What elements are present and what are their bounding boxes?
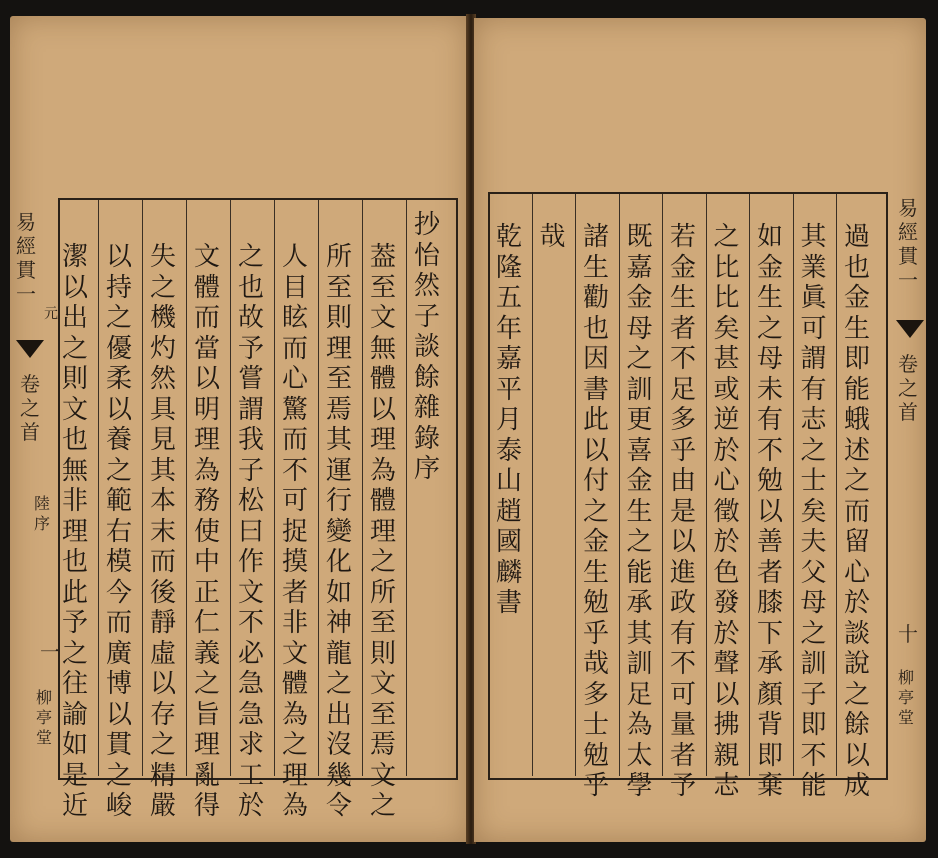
- right-fish-tail-ornament: [896, 320, 924, 338]
- left-text-column: 所 至 則 理 至 焉 其 運 行 變 化 如 神 龍 之 出 沒 幾 令: [325, 242, 352, 821]
- column-rule: [318, 200, 319, 776]
- column-rule: [362, 200, 363, 776]
- signature: 乾 隆 五 年 嘉 平 月 泰 山 趙 國 麟 書: [495, 222, 522, 618]
- column-rule: [230, 200, 231, 776]
- column-rule: [619, 194, 620, 776]
- right-text-column: 哉: [539, 222, 566, 252]
- left-text-column: 之 也 故 予 嘗 謂 我 子 松 曰 作 文 不 必 急 急 求 工 於: [237, 242, 264, 821]
- right-page-number: 十: [898, 622, 918, 646]
- left-text-column: 文 體 而 當 以 明 理 為 務 使 中 正 仁 義 之 旨 理 亂 得: [193, 242, 220, 821]
- right-margin-header: 易 經 貫 一: [898, 196, 918, 292]
- column-rule: [706, 194, 707, 776]
- column-rule: [836, 194, 837, 776]
- column-rule: [532, 194, 533, 776]
- left-hall-name: 柳 亭 堂: [36, 688, 53, 747]
- column-rule: [793, 194, 794, 776]
- left-title: 抄 怡 然 子 談 餘 雜 錄 序: [413, 210, 440, 484]
- right-text-column: 若 金 生 者 不 足 多 乎 由 是 以 進 政 有 不 可 量 者 予: [669, 222, 696, 801]
- column-rule: [142, 200, 143, 776]
- left-text-column: 潔 以 出 之 則 文 也 無 非 理 也 此 予 之 往 諭 如 是 近: [61, 242, 88, 821]
- column-rule: [406, 200, 407, 776]
- left-section-label: 陸 序: [34, 494, 51, 533]
- right-hall-name: 柳 亭 堂: [898, 668, 915, 727]
- right-text-column: 既 嘉 金 母 之 訓 更 喜 金 生 之 能 承 其 訓 足 為 太 學: [626, 222, 653, 801]
- left-text-column: 失 之 機 灼 然 具 見 其 本 末 而 後 靜 虛 以 存 之 精 嚴: [149, 242, 176, 821]
- right-text-column: 之 比 比 矣 甚 或 逆 於 心 徵 於 色 發 於 聲 以 拂 親 志: [713, 222, 740, 801]
- column-rule: [749, 194, 750, 776]
- right-text-column: 諸 生 勸 也 因 書 此 以 付 之 金 生 勉 乎 哉 多 士 勉 乎: [582, 222, 609, 801]
- right-text-column: 如 金 生 之 母 未 有 不 勉 以 善 者 膝 下 承 顏 背 即 棄: [756, 222, 783, 801]
- column-rule: [575, 194, 576, 776]
- right-text-column: 其 業 眞 可 謂 有 志 之 士 矣 夫 父 母 之 訓 子 即 不 能: [800, 222, 827, 801]
- right-volume-label: 卷 之 首: [898, 352, 918, 424]
- column-rule: [662, 194, 663, 776]
- left-text-column: 葢 至 文 無 體 以 理 為 體 理 之 所 至 則 文 至 焉 文 之: [369, 242, 396, 821]
- left-margin-mark: 元: [44, 306, 58, 322]
- left-text-column: 人 目 眩 而 心 驚 而 不 可 捉 摸 者 非 文 體 為 之 理 為: [281, 242, 308, 821]
- left-page-number: 一: [40, 640, 60, 664]
- column-rule: [98, 200, 99, 776]
- column-rule: [186, 200, 187, 776]
- left-volume-label: 卷 之 首: [20, 372, 40, 444]
- left-text-column: 以 持 之 優 柔 以 養 之 範 右 模 今 而 廣 博 以 貫 之 峻: [105, 242, 132, 821]
- column-rule: [274, 200, 275, 776]
- fish-tail-ornament: [16, 340, 44, 358]
- right-text-column: 過 也 金 生 即 能 蛾 述 之 而 留 心 於 談 說 之 餘 以 成: [843, 222, 870, 801]
- left-margin-header: 易 經 貫 一: [16, 210, 36, 306]
